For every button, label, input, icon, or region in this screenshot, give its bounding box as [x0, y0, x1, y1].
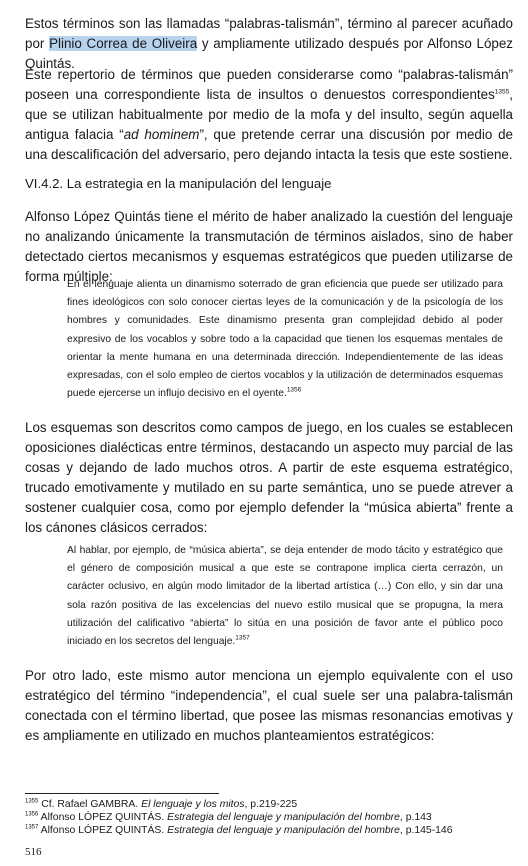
paragraph-insults [25, 65, 513, 165]
footnote-ref-1357[interactable]: 1357 [235, 634, 250, 642]
footnote-number: 1356 [25, 811, 39, 818]
block-quote-2 [67, 542, 503, 651]
footnote-number: 1357 [25, 824, 39, 831]
paragraph-independence: Por otro lado, este mismo autor menciona un ejemplo equivalente con el uso estratégico del término “independencia”, el cual suele ser una palabra-talismán conectada con el término libertad, que posee las mismas resonancias emotivas y es ampliamente en utilizado en muchos planteamientos estratégicos: [25, 668, 513, 743]
footnote-author: Cf. Rafael GAMBRA. [38, 799, 142, 810]
footnote-title: Estrategia del lenguaje y manipulación del hombre [167, 812, 400, 823]
paragraph-insults-text: Este repertorio de términos que pueden considerarse como “palabras-talismán” poseen una correspondiente lista de insultos o denuestos correspondientes [25, 67, 513, 102]
footnote-author: Alfonso LÓPEZ QUINTÁS. [38, 825, 168, 836]
paragraph-intro-text: Estos términos son las llamadas “palabras-talismán”, término al parecer acuñado por [25, 16, 513, 51]
paragraph-intro-text-end: y ampliamente utilizado después por Alfonso López Quintás. [25, 36, 513, 71]
section-heading: VI.4.2. La estrategia en la manipulación del lenguaje [25, 176, 332, 191]
footnote-1356 [25, 812, 432, 824]
footnote-ref-1355[interactable]: 1355 [494, 88, 510, 96]
highlighted-name[interactable]: Plinio Correa de Oliveira [49, 36, 198, 51]
footnote-pages: , p.219-225 [244, 799, 298, 810]
footnote-1357 [25, 825, 453, 837]
paragraph-insults-text-3: ”, que pretende cerrar una discusión por medio de una descalificación del adversario, pero dejando intacta la tesis que este sostiene. [25, 127, 513, 162]
footnote-separator [25, 793, 219, 794]
footnote-1355 [25, 799, 297, 811]
footnote-pages: , p.143 [399, 812, 432, 823]
footnote-title: Estrategia del lenguaje y manipulación del hombre [167, 825, 400, 836]
page-number: 516 [25, 846, 42, 858]
paragraph-insults-text-2: , que se utilizan habitualmente por medio de la mofa y del insulto, según aquella antigua falacia “ [25, 87, 513, 142]
paragraph-lopez-quintas: Alfonso López Quintás tiene el mérito de haber analizado la cuestión del lenguaje no analizando únicamente la transmutación de términos aislados, sino de haber detectado ciertos mecanismos y esquemas estratégicos que pueden utilizarse de forma múltiple: [25, 209, 513, 284]
footnote-title: El lenguaje y los mitos [141, 799, 245, 810]
footnote-pages: , p.145-146 [399, 825, 453, 836]
footnote-author: Alfonso LÓPEZ QUINTÁS. [38, 812, 168, 823]
latin-term: ad hominem [123, 127, 200, 142]
paragraph-schemes: Los esquemas son descritos como campos de juego, en los cuales se establecen oposiciones dialécticas entre términos, destacando un aspecto muy parcial de las cosas y dejando de lado muchos otros. A partir de este esquema estratégico, trucado emotivamente y mutilado en su parte semántica, uno se puede atrever a sostener cualquier cosa, como por ejemplo defender la “música abierta” frente a los cánones clásicos cerrados: [25, 420, 513, 535]
block-quote-2-text: Al hablar, por ejemplo, de “música abierta”, se deja entender de modo tácito y estratégico que el género de composición musical a que este se contrapone implica cierta cerrazón, un carácter oclusivo, en algún modo limitador de la libertad artística (…) Con ello, y sin dar una sola razón positiva de las excelencias del nuevo estilo musical que se propugna, la mera utilización del calificativo “abierta” lo sitúa en una posición de favor ante el público poco iniciado en los secretos del lenguaje. [67, 545, 503, 648]
footnote-ref-1356[interactable]: 1356 [286, 386, 302, 394]
block-quote-1-text: En el lenguaje alienta un dinamismo soterrado de gran eficiencia que puede ser utilizado para fines ideológicos con solo conocer ciertas leyes de la comunicación y de la psicología de los hombres y comunidades. Este dinamismo presenta gran complejidad debido al poder expresivo de los vocablos y sobre todo a la capacidad que tienen los esquemas mentales de orientar la mente humana en una determinada dirección. Independientemente de las ideas expresadas, con el solo empleo de ciertos vocablos y la utilización de determinados esquemas puede ejercerse un influjo decisivo en el oyente. [67, 279, 503, 400]
footnote-number: 1355 [25, 798, 39, 805]
block-quote-1 [67, 276, 503, 403]
